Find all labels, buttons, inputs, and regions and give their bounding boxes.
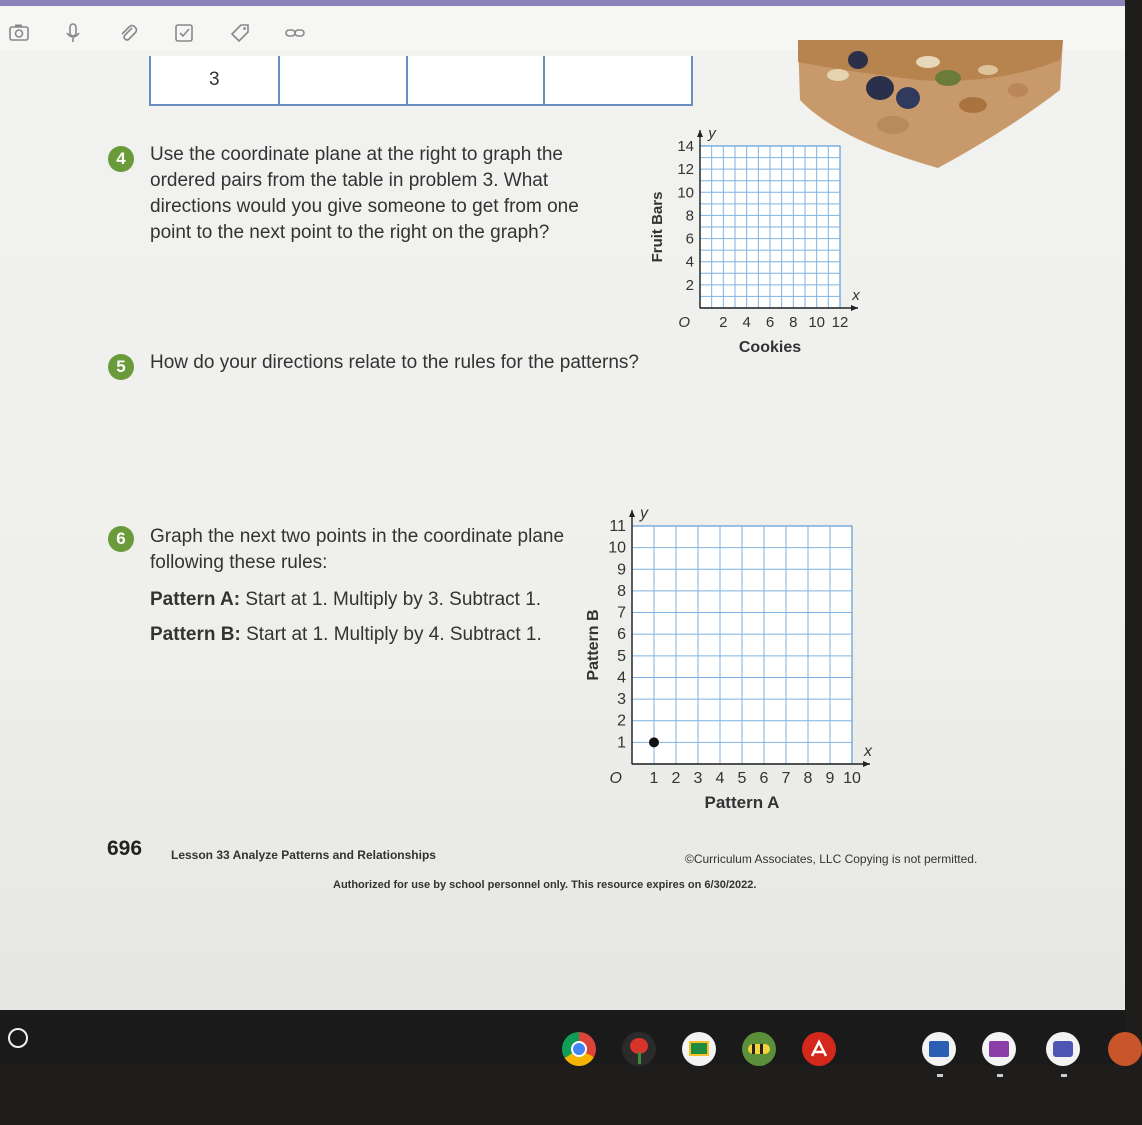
bee-app-icon[interactable] xyxy=(742,1032,776,1066)
camera-icon[interactable] xyxy=(8,22,30,44)
tag-icon[interactable] xyxy=(229,22,251,44)
question-4-text xyxy=(150,142,579,246)
classroom-icon[interactable] xyxy=(682,1032,716,1066)
pattern-a-label: Pattern A: xyxy=(150,589,241,610)
x-tick-label: 7 xyxy=(781,770,791,787)
origin-label: O xyxy=(609,770,622,787)
y-axis-label: Fruit Bars xyxy=(649,191,666,263)
x-tick-label: 10 xyxy=(843,770,861,787)
text-line: directions would you give someone to get from one xyxy=(150,196,579,217)
running-indicator xyxy=(1061,1074,1067,1077)
x-tick-label: 12 xyxy=(831,314,849,331)
x-axis-label: Cookies xyxy=(738,339,802,356)
x-tick-label: 3 xyxy=(693,770,703,787)
y-axis-arrow xyxy=(629,510,635,517)
page-number: 696 xyxy=(107,837,143,860)
microphone-icon[interactable] xyxy=(62,22,84,44)
y-axis-arrow xyxy=(697,130,703,137)
x-axis-label: Pattern A xyxy=(704,793,780,812)
lesson-title: Lesson 33 Analyze Patterns and Relationships xyxy=(171,848,436,862)
y-tick-label: 12 xyxy=(677,161,694,179)
y-tick-label: 3 xyxy=(617,691,626,709)
pattern-b-label: Pattern B: xyxy=(150,624,241,645)
origin-label: O xyxy=(678,314,690,331)
y-axis-letter: y xyxy=(708,125,716,142)
y-tick-label: 7 xyxy=(617,604,626,622)
text-line: following these rules: xyxy=(150,552,328,573)
question-6-text xyxy=(150,524,564,576)
pattern-a-rule xyxy=(150,587,541,613)
text-line: ordered pairs from the table in problem 3. What xyxy=(150,170,549,191)
text-line: Use the coordinate plane at the right to graph the xyxy=(150,144,563,165)
pattern-b-text: Start at 1. Multiply by 4. Subtract 1. xyxy=(246,624,542,645)
table-cell xyxy=(408,56,544,104)
pattern-b-rule xyxy=(150,622,542,648)
y-tick-label: 4 xyxy=(685,253,694,271)
question-5-text: How do your directions relate to the rules for the patterns? xyxy=(150,352,639,373)
x-axis-letter: x xyxy=(864,743,872,760)
question-4-number: 4 xyxy=(108,146,134,172)
table-cell: 3 xyxy=(151,56,280,104)
x-tick-label: 4 xyxy=(715,770,725,787)
x-tick-label: 9 xyxy=(825,770,835,787)
y-tick-label: 8 xyxy=(685,207,694,225)
x-tick-label: 10 xyxy=(808,314,826,331)
table-cell xyxy=(545,56,691,104)
taskbar-shelf xyxy=(0,1010,1125,1065)
text-line: Graph the next two points in the coordinate plane xyxy=(150,526,565,547)
y-axis-letter: y xyxy=(640,505,648,522)
purple-strip xyxy=(0,0,1125,6)
checkbox-icon[interactable] xyxy=(173,22,195,44)
y-tick-label: 14 xyxy=(677,138,694,155)
authorization-notice: Authorized for use by school personnel only. This resource expires on 6/30/2022. xyxy=(333,879,757,891)
x-axis-letter: x xyxy=(852,287,860,304)
y-tick-label: 10 xyxy=(677,184,694,202)
y-tick-label: 5 xyxy=(617,647,626,665)
link-icon[interactable] xyxy=(284,22,306,44)
y-tick-label: 10 xyxy=(608,539,626,557)
running-indicator xyxy=(937,1074,943,1077)
x-tick-label: 8 xyxy=(789,314,798,331)
y-tick-label: 6 xyxy=(617,626,626,644)
text-line: point to the next point to the right on the graph? xyxy=(150,222,550,243)
y-tick-label: 1 xyxy=(617,734,626,752)
y-tick-label: 4 xyxy=(617,669,626,687)
flower-app-icon[interactable] xyxy=(622,1032,656,1066)
paperclip-icon[interactable] xyxy=(117,22,139,44)
running-indicator xyxy=(997,1074,1003,1077)
data-point xyxy=(649,737,659,747)
x-tick-label: 5 xyxy=(737,770,747,787)
y-axis-label: Pattern B xyxy=(585,609,602,681)
previous-problem-table xyxy=(149,56,693,106)
pattern-a-b-chart xyxy=(580,505,872,820)
partial-app-icon[interactable] xyxy=(1108,1032,1142,1066)
table-cell xyxy=(280,56,409,104)
x-tick-label: 2 xyxy=(719,314,728,331)
y-tick-label: 11 xyxy=(609,518,626,535)
launcher-icon[interactable] xyxy=(8,1028,28,1048)
x-tick-label: 2 xyxy=(671,770,681,787)
y-tick-label: 2 xyxy=(685,276,694,294)
y-tick-label: 6 xyxy=(685,230,694,248)
x-tick-label: 6 xyxy=(765,314,775,331)
x-tick-label: 1 xyxy=(649,770,659,787)
word-icon[interactable] xyxy=(922,1032,956,1066)
chrome-icon[interactable] xyxy=(562,1032,596,1066)
x-tick-label: 6 xyxy=(759,770,769,787)
question-6-number: 6 xyxy=(108,526,134,552)
pattern-a-text: Start at 1. Multiply by 3. Subtract 1. xyxy=(245,589,542,610)
question-5-number: 5 xyxy=(108,354,134,380)
y-tick-label: 8 xyxy=(617,582,626,600)
acrobat-icon[interactable] xyxy=(802,1032,836,1066)
x-axis-arrow xyxy=(863,761,870,767)
x-tick-label: 4 xyxy=(742,314,751,331)
teams-icon[interactable] xyxy=(1046,1032,1080,1066)
copyright-notice: ©Curriculum Associates, LLC Copying is not permitted. xyxy=(685,852,978,866)
x-tick-label: 8 xyxy=(803,770,813,787)
fruit-bars-cookies-chart xyxy=(640,125,870,358)
y-tick-label: 2 xyxy=(617,712,626,730)
onenote-icon[interactable] xyxy=(982,1032,1016,1066)
x-axis-arrow xyxy=(851,305,858,311)
y-tick-label: 9 xyxy=(617,561,626,579)
